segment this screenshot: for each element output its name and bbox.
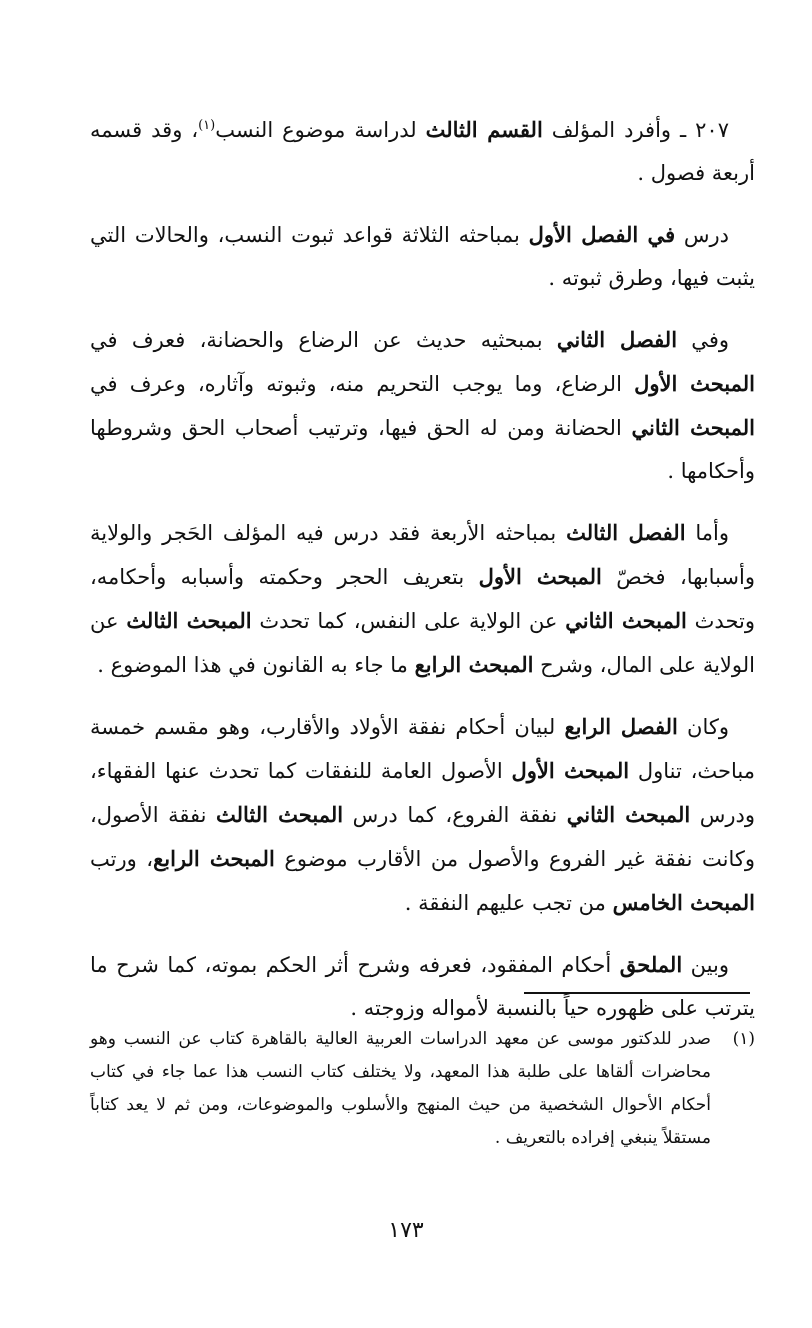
footnote xyxy=(90,1023,755,1155)
footnote-text: صدر للدكتور موسى عن معهد الدراسات العربية العالية بالقاهرة كتاب عن النسب وهو محاضرات ألقاها على طلبة هذا المعهد، ولا يختلف كتاب النسب هذا عما جاء في كتاب أحكام الأحوال الشخصية من حيث المنهج والأسلوب والموضوعات، ومن ثم لا يعد كتاباً مستقلاً ينبغي إفراده بالتعريف . xyxy=(90,1029,711,1148)
text-run: وأما xyxy=(685,521,729,545)
paragraph-appendix xyxy=(90,943,755,1030)
bold-term: الملحق xyxy=(619,952,683,977)
page-number: ١٧٣ xyxy=(388,1218,424,1243)
text-run: عن الولاية على النفس، كما تحدث xyxy=(251,609,566,633)
text-run: الحضانة ومن له الحق فيها، وترتيب أصحاب الحق وشروطها وأحكامها . xyxy=(90,416,755,483)
text-run: بمبحثيه حديث عن الرضاع والحضانة، فعرف في xyxy=(90,328,557,352)
text-run: درس xyxy=(675,223,729,247)
bold-term: المبحث الخامس xyxy=(612,890,755,915)
bold-term: المبحث الرابع xyxy=(414,652,534,677)
bold-term: الفصل الثاني xyxy=(556,327,678,352)
text-run: ما جاء به القانون في هذا الموضوع . xyxy=(97,653,415,677)
paragraph-chapter-one xyxy=(90,213,755,300)
footnote-divider xyxy=(524,992,750,994)
paragraph-chapter-two xyxy=(90,318,755,493)
bold-term: المبحث الأول xyxy=(634,371,755,396)
bold-term: المبحث الثاني xyxy=(565,608,687,633)
text-run: وبين xyxy=(682,953,729,977)
text-run: ، ورتب xyxy=(90,847,154,871)
text-run: بمباحثه الثلاثة قواعد ثبوت النسب، والحالات التي يثبت فيها، وطرق ثبوته . xyxy=(90,223,755,290)
bold-term: المبحث الثاني xyxy=(566,802,691,827)
bold-term: المبحث الأول xyxy=(511,758,630,783)
text-run: لدراسة موضوع النسب xyxy=(215,118,426,142)
text-run: نفقة الأصول، وكانت نفقة غير الفروع والأصول من الأقارب موضوع xyxy=(90,803,755,871)
text-run: الأصول العامة للنفقات كما تحدث عنها الفقهاء، ودرس xyxy=(90,759,756,827)
paragraph-section-three-intro xyxy=(90,108,755,195)
bold-term: الفصل الثالث xyxy=(566,520,686,545)
text-run: ، وقد قسمه أربعة فصول . xyxy=(90,118,755,185)
paragraph-chapter-four xyxy=(90,705,755,925)
text-run: أحكام المفقود، فعرفه وشرح أثر الحكم بموته، كما شرح ما يترتب على ظهوره حياً بالنسبة لأمواله وزوجته . xyxy=(90,953,755,1020)
text-run: بتعريف الحجر وحكمته وأسبابه وأحكامه، وتحدث xyxy=(90,565,755,633)
bold-term: المبحث الثالث xyxy=(126,608,252,633)
footnote-reference: (١) xyxy=(198,118,216,133)
paragraph-chapter-three xyxy=(90,511,755,687)
text-run: لبيان أحكام نفقة الأولاد والأقارب، وهو مقسم خمسة مباحث، تناول xyxy=(90,715,755,783)
text-run: الرضاع، وما يوجب التحريم منه، وثبوته وآثاره، وعرف في xyxy=(90,372,635,396)
bold-term: المبحث الثالث xyxy=(216,802,344,827)
body-text xyxy=(90,108,755,1048)
bold-term: في الفصل الأول xyxy=(528,222,676,247)
text-run: وكان xyxy=(677,715,730,739)
text-run: وفي xyxy=(677,328,729,352)
bold-term: المبحث الرابع xyxy=(153,846,275,871)
bold-term: المبحث الثاني xyxy=(631,415,755,440)
text-run: ٢٠٧ ـ وأفرد المؤلف xyxy=(542,118,729,142)
bold-term: المبحث الأول xyxy=(478,564,602,589)
bold-term: الفصل الرابع xyxy=(564,714,678,739)
text-run: بمباحثه الأربعة فقد درس فيه المؤلف الحَجر والولاية وأسبابها، فخصّ xyxy=(90,521,755,589)
footnote-marker: (١) xyxy=(732,1029,755,1049)
bold-term: القسم الثالث xyxy=(425,117,543,142)
text-run: عن الولاية على المال، وشرح xyxy=(90,609,755,677)
text-run: نفقة الفروع، كما درس xyxy=(343,803,567,827)
text-run: من تجب عليهم النفقة . xyxy=(404,891,613,915)
